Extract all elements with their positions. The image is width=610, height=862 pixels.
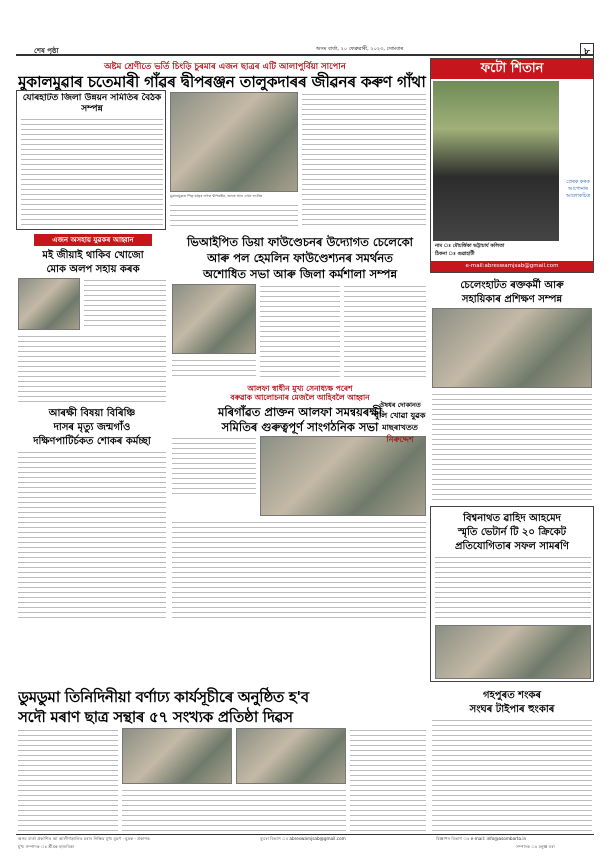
arakshi-headline-2: দাসৰ মৃত্যু জন্মগাঁও <box>53 422 131 433</box>
photo-email: e-mail:abreswamjsab@gmail.com <box>431 261 593 272</box>
ngo-body-3 <box>172 358 256 380</box>
bottom-photo-1 <box>122 728 232 784</box>
rally-kicker-2: বৰুৱাক আলোচনাৰ মেজলৈ আহিবলৈ আহ্বান <box>230 393 370 402</box>
cricket-article <box>430 506 594 682</box>
suicide-headline-2: বুলি খোৱা যুৱক <box>374 411 426 420</box>
arakshi-headline-1: আৰক্ষী বিষয়া বিৰিঞ্চি <box>48 408 136 419</box>
footer-editor-2: সম্পাদক ঃ মনুজ্ঞ বৰা <box>516 844 555 849</box>
lead-headline: মুকালমুৱাৰ চতেমাৰী গাঁৱৰ দ্বীপৰঞ্জন তালুকদাৰৰ জীৱনৰ কৰুণ গাঁথা <box>18 73 426 91</box>
appeal-headline-2: মোক অলপ সহায় কৰক <box>46 264 140 275</box>
gauhati-headline-1: গহপুৰত শংকৰ <box>482 690 542 701</box>
section-label: শেষ পৃষ্ঠা <box>34 47 59 55</box>
ngo-body-1 <box>260 284 340 380</box>
bottom-body-1 <box>18 728 118 832</box>
bottom-body-2 <box>122 788 346 832</box>
lead-photo-caption: মুকালমুৱাত পিতৃ-মাতৃৰ লগত দ্বীপৰঞ্জন, তলত আন এখন ফটোত <box>170 194 263 198</box>
rally-body-2 <box>172 520 426 620</box>
rally-photo <box>260 436 426 516</box>
chelenghat-body <box>432 392 592 502</box>
ngo-headline-2: আৰু পল হেমলিন ফাউণ্ডেশ্যনৰ সমৰ্থনত <box>207 251 393 265</box>
ngo-headline-1: ভিআইপিত ডিয়া ফাউণ্ডেচনৰ উদ্যোগত চেলেকো <box>187 235 413 249</box>
rally-kicker-1: আলফা স্বাধীন মুখ্য সেনাধ্যক্ষ পৰেশ <box>247 384 353 393</box>
date-line: অসম বাৰ্তা, ২০ ফেব্ৰুৱাৰী, ২০২৩, সোমবাৰ <box>316 46 404 52</box>
footer-editor: মুখ্য সম্পাদক ঃ শ্ৰীমন্ত হাজৰিকা <box>18 844 74 849</box>
cricket-headline-3: প্ৰতিযোগিতাৰ সফল সামৰণি <box>455 541 569 552</box>
footer-contact-2: বিজ্ঞাপন বিভাগ ঃ e-mail: info@asombarta.in <box>436 836 527 841</box>
bottom-photo-2 <box>236 728 346 784</box>
jorhat-article <box>16 90 166 230</box>
lead-body-1 <box>170 203 298 227</box>
chelenghat-headline-2: সহায়িকাৰ প্ৰশিক্ষণ সম্পন্ন <box>461 294 563 305</box>
bottom-headline-2: সদৌ মৰাণ ছাত্ৰ সন্থাৰ ৫৭ সংখ্যক প্ৰতিষ্ঠা দিৱস <box>18 708 293 726</box>
appeal-photo <box>18 278 80 330</box>
page-number: ৮ <box>580 43 594 60</box>
cricket-body <box>435 555 591 621</box>
gauhati-body <box>432 718 592 832</box>
cricket-headline-2: স্মৃতি ভেটাৰ্ন টি ২০ ক্ৰিকেট <box>457 527 567 538</box>
appeal-body-2 <box>18 334 166 402</box>
photo-section <box>430 58 594 273</box>
jorhat-body <box>21 117 163 227</box>
suicide-headline-3: মাছৰাখতত <box>382 423 418 432</box>
photo-place: ঠিকনা ঃ গুৱাহাটী <box>435 251 475 257</box>
lead-body-2 <box>302 92 426 228</box>
jorhat-headline: যোৰহাটত জিলা উন্নয়ন সমিতিৰ বৈঠক সম্পন্ন <box>22 93 162 114</box>
ngo-body-2 <box>344 284 426 380</box>
cricket-headline-1: বিশ্বনাথত ৱাহিদ আহমেদ <box>463 513 561 524</box>
appeal-banner: এজন অসহায় যুৱকৰ আহ্বান <box>34 234 152 246</box>
photo-section-title: ফটো শিতান <box>431 59 593 79</box>
appeal-headline-1: মই জীয়াই থাকিব খোজো <box>42 250 144 261</box>
model-photo <box>433 81 559 241</box>
rally-body-1 <box>172 436 256 496</box>
ngo-headline-3: অশোধিত সভা আৰু জিলা কৰ্মশালা সম্পন্ন <box>202 267 398 281</box>
rally-headline-2: সমিতিৰ গুৰুত্বপূৰ্ণ সাংগঠনিক সভা <box>221 420 379 434</box>
suicide-headline-4: নিৰুদ্দেশ <box>386 435 414 444</box>
header-bar <box>16 44 594 56</box>
bottom-headline-1: ডুমডুমা তিনিদিনীয়া বৰ্ণাঢ্য কাৰ্যসূচীৰে অনুষ্ঠিত হ'ব <box>18 688 309 706</box>
footer-contact-1: ব্যুৰো বিভাগ ঃ abreswamjsab@gmail.com <box>260 836 346 841</box>
bottom-body-3 <box>350 728 426 832</box>
appeal-body <box>84 278 166 330</box>
cricket-photo <box>435 625 591 679</box>
footer-line: অসম বাৰ্তা প্ৰকাশিত আ আলীৰ্গড়ালিত মৰাৰ নিষ্ক্ৰিয় মুখ্য মুদ্ৰণ · মুদ্ৰক · প্ৰকাশক <box>18 836 150 841</box>
gauhati-headline-2: সংঘৰ টাইপাৰ হুংকাৰ <box>469 704 555 715</box>
lead-kicker: অষ্টম শ্ৰেণীতে ভৰ্তি চিংড়ি চুৰমাৰ এজন ছাত্ৰৰ এটি আলাপুৰ্বিয়া সাপোন <box>104 62 346 72</box>
rally-headline-1: মৰিগাঁৱত প্ৰাক্তন আলফা সমন্বয়ৰক্ষী <box>217 405 382 419</box>
suicide-headline-1: ঔষধৰ দোকানত <box>379 401 421 409</box>
arakshi-headline-3: দক্ষিণপাটিৰ্চকত শোকৰ কৰ্মচ্ছা <box>33 436 151 447</box>
chelenghat-headline-1: চেলেংহাটত ৰক্তকৰ্মী আৰু <box>460 280 564 291</box>
photo-name: নাম ঃ মৌচৰ্ত্তিকা ভট্টাচাৰ্য কলিতা <box>435 243 505 249</box>
ngo-photo <box>172 284 256 354</box>
chelenghat-photo <box>432 308 592 388</box>
photo-section-side: প্ৰেৰক কৰক আপোনাৰ আলোকচিত্ৰ <box>565 179 591 199</box>
arakshi-body <box>18 450 166 620</box>
lead-photo <box>170 92 298 192</box>
footer <box>16 834 594 854</box>
